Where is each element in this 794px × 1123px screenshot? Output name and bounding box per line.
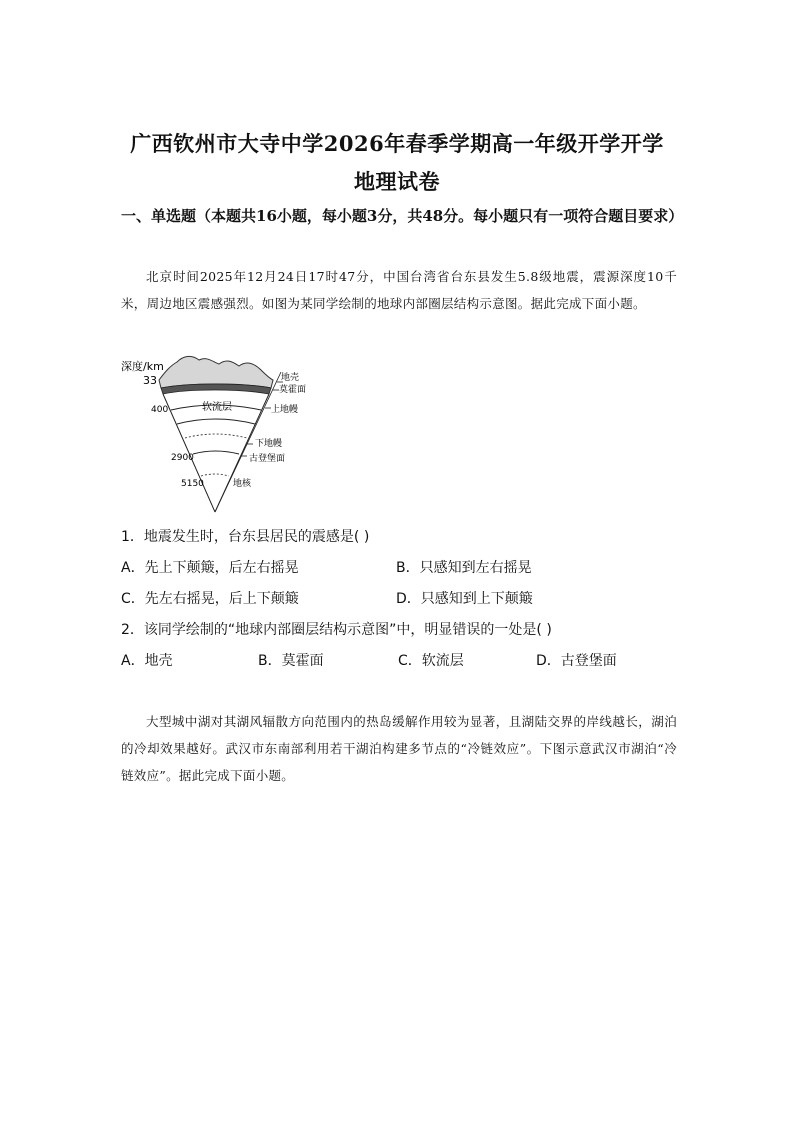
label-crust: 地壳 — [281, 373, 300, 383]
asthenosphere-label: 软流层 — [202, 402, 232, 413]
label-core: 地核 — [233, 479, 252, 489]
passage-earthquake: 北京时间2025年12月24日17时47分，中国台湾省台东县发生5.8级地震，震源深度10千米，周边地区震感强烈。如图为某同学绘制的地球内部圈层结构示意图。据此完成下面小题。 — [121, 269, 677, 311]
page-title-line1: 广西钦州市大寺中学2026年春季学期高一年级开学开学 — [130, 131, 664, 156]
arc-lower-asth — [177, 419, 255, 424]
question-1-stem: 1．地震发生时，台东县居民的震感是( ) — [121, 529, 370, 545]
passage-lake-cooling: 大型城中湖对其湖风辐散方向范围内的热岛缓解作用较为显著，且湖陆交界的岸线越长，湖泊的冷却效果越好。武汉市东南部利用若干湖泊构建多节点的“冷链效应”。下图示意武汉市湖泊“冷链效应”。据此完成下面小题。 — [121, 714, 677, 783]
question-2-option-d[interactable]: D．古登堡面 — [536, 653, 617, 669]
section-heading: 一、单选题（本题共16小题，每小题3分，共48分。每小题只有一项符合题目要求） — [121, 207, 684, 225]
question-2-option-c[interactable]: C．软流层 — [398, 653, 464, 669]
question-2-option-a[interactable]: A．地壳 — [121, 653, 173, 669]
arc-2900 — [193, 451, 239, 454]
question-2-stem: 2．该同学绘制的“地球内部圈层结构示意图”中，明显错误的一处是( ) — [121, 622, 552, 638]
question-1-option-b[interactable]: B．只感知到左右摇晃 — [396, 560, 532, 576]
depth-33: 33 — [143, 374, 157, 387]
question-2-option-b[interactable]: B．莫霍面 — [258, 653, 324, 669]
earth-structure-diagram — [115, 352, 315, 522]
label-upper-mantle: 上地幔 — [271, 405, 299, 415]
page-title-line2: 地理试卷 — [354, 169, 440, 194]
depth-5150: 5150 — [181, 479, 204, 489]
question-1-option-d[interactable]: D．只感知到上下颠簸 — [396, 591, 533, 607]
label-lower-mantle: 下地幔 — [255, 439, 283, 449]
question-1-option-a[interactable]: A．先上下颠簸，后左右摇晃 — [121, 560, 299, 576]
question-1-option-c[interactable]: C．先左右摇晃，后上下颠簸 — [121, 591, 299, 607]
depth-400: 400 — [151, 405, 169, 415]
arc-5150 — [201, 474, 229, 476]
label-gutenberg: 古登堡面 — [249, 454, 286, 464]
depth-axis-label: 深度/km — [121, 360, 164, 373]
label-moho: 莫霍面 — [279, 385, 307, 395]
depth-2900: 2900 — [171, 453, 194, 463]
arc-dashed — [185, 434, 247, 438]
moho-band — [161, 384, 271, 394]
crust-shape — [159, 356, 273, 388]
